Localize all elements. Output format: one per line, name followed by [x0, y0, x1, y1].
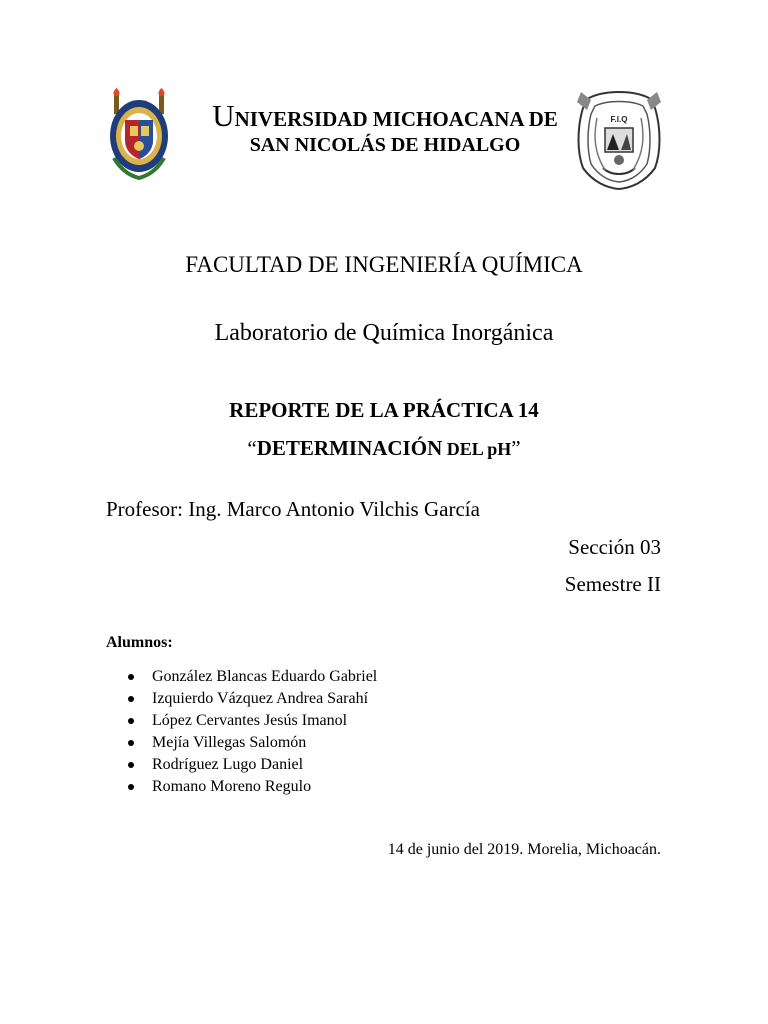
student-name: Mejía Villegas Salomón: [152, 734, 307, 751]
section-line: Sección 03: [568, 535, 661, 559]
student-name: Izquierdo Vázquez Andrea Sarahí: [152, 690, 369, 707]
student-name: Rodríguez Lugo Daniel: [152, 756, 304, 773]
list-item: [128, 754, 377, 776]
university-name-line1: [175, 98, 595, 134]
bullet-icon: [128, 740, 134, 746]
bullet-icon: [128, 674, 134, 680]
list-item: [128, 666, 377, 688]
subtitle-open-quote: “: [247, 436, 257, 460]
students-list: [128, 666, 377, 798]
student-name: López Cervantes Jesús Imanol: [152, 712, 348, 729]
subtitle-main: DETERMINACIÓN: [256, 436, 443, 460]
report-title: REPORTE DE LA PRÁCTICA 14: [229, 398, 539, 422]
student-name: Romano Moreno Regulo: [152, 778, 312, 795]
student-name: González Blancas Eduardo Gabriel: [152, 668, 378, 685]
list-item: [128, 732, 377, 754]
bullet-icon: [128, 762, 134, 768]
subtitle-rest: DEL pH: [442, 439, 512, 459]
list-item: [128, 710, 377, 732]
subtitle-close-quote: ”: [511, 436, 521, 460]
bullet-icon: [128, 696, 134, 702]
faculty-name: FACULTAD DE INGENIERÍA QUÍMICA: [185, 252, 583, 277]
semester-line: Semestre II: [564, 572, 661, 596]
bullet-icon: [128, 784, 134, 790]
report-subtitle: [0, 436, 768, 461]
fiq-crest-label: F.I.Q: [610, 115, 628, 124]
students-heading: Alumnos:: [106, 634, 173, 651]
fiq-crest-icon: [575, 88, 663, 190]
university-name-initial: U: [212, 98, 235, 133]
university-name-rest: NIVERSIDAD MICHOACANA DE: [234, 107, 558, 131]
university-name-line2: SAN NICOLÁS DE HIDALGO: [249, 134, 521, 156]
date-place: 14 de junio del 2019. Morelia, Michoacán.: [387, 841, 661, 858]
umsnh-crest-icon: [108, 88, 170, 180]
list-item: [128, 776, 377, 798]
laboratory-name: Laboratorio de Química Inorgánica: [214, 320, 554, 346]
bullet-icon: [128, 718, 134, 724]
list-item: [128, 688, 377, 710]
professor-line: Profesor: Ing. Marco Antonio Vilchis García: [106, 497, 480, 521]
